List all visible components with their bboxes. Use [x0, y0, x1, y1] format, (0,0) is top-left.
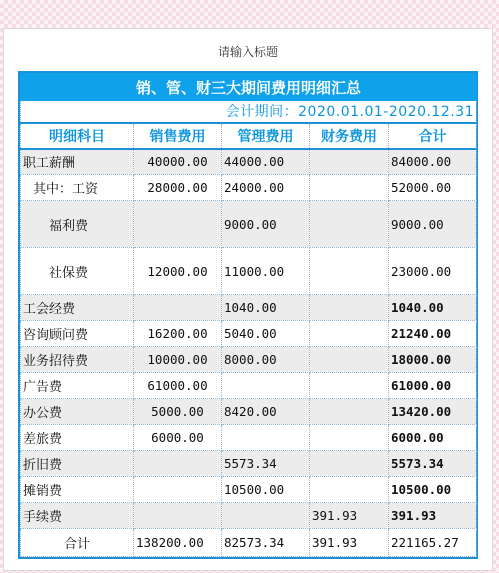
total-cell[interactable]: 9000.00	[389, 201, 477, 248]
total-cell[interactable]: 52000.00	[389, 175, 477, 201]
finance-cell[interactable]	[310, 295, 389, 321]
finance-cell[interactable]	[310, 175, 389, 201]
total-cell[interactable]: 61000.00	[389, 373, 477, 399]
table-row	[21, 399, 477, 425]
admin-cell[interactable]: 9000.00	[222, 201, 310, 248]
accounting-period[interactable]: 会计期间：2020.01.01-2020.12.31	[21, 101, 477, 123]
row-label[interactable]: 其中：工资	[21, 175, 134, 201]
header-sales-expense[interactable]: 销售费用	[134, 123, 222, 149]
row-label[interactable]: 手续费	[21, 503, 134, 529]
sales-cell[interactable]: 12000.00	[134, 248, 222, 295]
admin-total-cell[interactable]: 82573.34	[222, 529, 310, 557]
row-label[interactable]: 咨询顾问费	[21, 321, 134, 347]
table-row	[21, 248, 477, 295]
finance-cell[interactable]: 391.93	[310, 503, 389, 529]
column-header-row	[21, 123, 477, 149]
table-row	[21, 451, 477, 477]
total-cell[interactable]: 23000.00	[389, 248, 477, 295]
sales-cell[interactable]	[134, 477, 222, 503]
expense-report-table	[18, 71, 478, 559]
row-label[interactable]: 社保费	[21, 248, 134, 295]
row-label[interactable]: 摊销费	[21, 477, 134, 503]
total-cell[interactable]: 6000.00	[389, 425, 477, 451]
finance-cell[interactable]	[310, 477, 389, 503]
table-row	[21, 373, 477, 399]
sales-cell[interactable]	[134, 295, 222, 321]
sales-total-cell[interactable]: 138200.00	[134, 529, 222, 557]
header-total[interactable]: 合计	[389, 123, 477, 149]
admin-cell[interactable]: 8420.00	[222, 399, 310, 425]
total-cell[interactable]: 1040.00	[389, 295, 477, 321]
total-cell[interactable]: 13420.00	[389, 399, 477, 425]
page-title[interactable]: 请输入标题	[217, 45, 278, 59]
finance-cell[interactable]	[310, 399, 389, 425]
row-label[interactable]: 工会经费	[21, 295, 134, 321]
total-cell[interactable]: 84000.00	[389, 149, 477, 175]
total-row-label[interactable]: 合计	[21, 529, 134, 557]
admin-cell[interactable]	[222, 373, 310, 399]
finance-cell[interactable]	[310, 149, 389, 175]
total-cell[interactable]: 5573.34	[389, 451, 477, 477]
sales-cell[interactable]: 10000.00	[134, 347, 222, 373]
total-cell[interactable]: 391.93	[389, 503, 477, 529]
table-row	[21, 347, 477, 373]
admin-cell[interactable]	[222, 503, 310, 529]
finance-cell[interactable]	[310, 248, 389, 295]
sales-cell[interactable]: 5000.00	[134, 399, 222, 425]
admin-cell[interactable]: 5573.34	[222, 451, 310, 477]
admin-cell[interactable]: 44000.00	[222, 149, 310, 175]
total-cell[interactable]: 10500.00	[389, 477, 477, 503]
row-label[interactable]: 福利费	[21, 201, 134, 248]
admin-cell[interactable]	[222, 425, 310, 451]
row-label[interactable]: 折旧费	[21, 451, 134, 477]
header-admin-expense[interactable]: 管理费用	[222, 123, 310, 149]
table-row	[21, 321, 477, 347]
sales-cell[interactable]	[134, 201, 222, 248]
grand-total-cell[interactable]: 221165.27	[389, 529, 477, 557]
finance-cell[interactable]	[310, 321, 389, 347]
row-label[interactable]: 办公费	[21, 399, 134, 425]
admin-cell[interactable]: 8000.00	[222, 347, 310, 373]
header-finance-expense[interactable]: 财务费用	[310, 123, 389, 149]
worksheet	[3, 28, 493, 571]
sales-cell[interactable]: 61000.00	[134, 373, 222, 399]
table-row	[21, 295, 477, 321]
total-cell[interactable]: 18000.00	[389, 347, 477, 373]
finance-cell[interactable]	[310, 347, 389, 373]
table-row	[21, 425, 477, 451]
row-label[interactable]: 职工薪酬	[21, 149, 134, 175]
table-row	[21, 149, 477, 175]
table-row	[21, 503, 477, 529]
admin-cell[interactable]: 24000.00	[222, 175, 310, 201]
finance-cell[interactable]	[310, 201, 389, 248]
table-row	[21, 175, 477, 201]
admin-cell[interactable]: 11000.00	[222, 248, 310, 295]
admin-cell[interactable]: 10500.00	[222, 477, 310, 503]
table-row	[21, 477, 477, 503]
sales-cell[interactable]: 28000.00	[134, 175, 222, 201]
finance-cell[interactable]	[310, 451, 389, 477]
finance-cell[interactable]	[310, 425, 389, 451]
admin-cell[interactable]: 5040.00	[222, 321, 310, 347]
sales-cell[interactable]: 6000.00	[134, 425, 222, 451]
sales-cell[interactable]: 40000.00	[134, 149, 222, 175]
report-title[interactable]: 销、管、财三大期间费用明细汇总	[21, 74, 477, 101]
total-cell[interactable]: 21240.00	[389, 321, 477, 347]
row-label[interactable]: 广告费	[21, 373, 134, 399]
total-row	[21, 529, 477, 557]
finance-cell[interactable]	[310, 373, 389, 399]
admin-cell[interactable]: 1040.00	[222, 295, 310, 321]
table-row	[21, 201, 477, 248]
sales-cell[interactable]	[134, 451, 222, 477]
row-label[interactable]: 业务招待费	[21, 347, 134, 373]
header-detail-item[interactable]: 明细科目	[21, 123, 134, 149]
sales-cell[interactable]: 16200.00	[134, 321, 222, 347]
sales-cell[interactable]	[134, 503, 222, 529]
finance-total-cell[interactable]: 391.93	[310, 529, 389, 557]
row-label[interactable]: 差旅费	[21, 425, 134, 451]
